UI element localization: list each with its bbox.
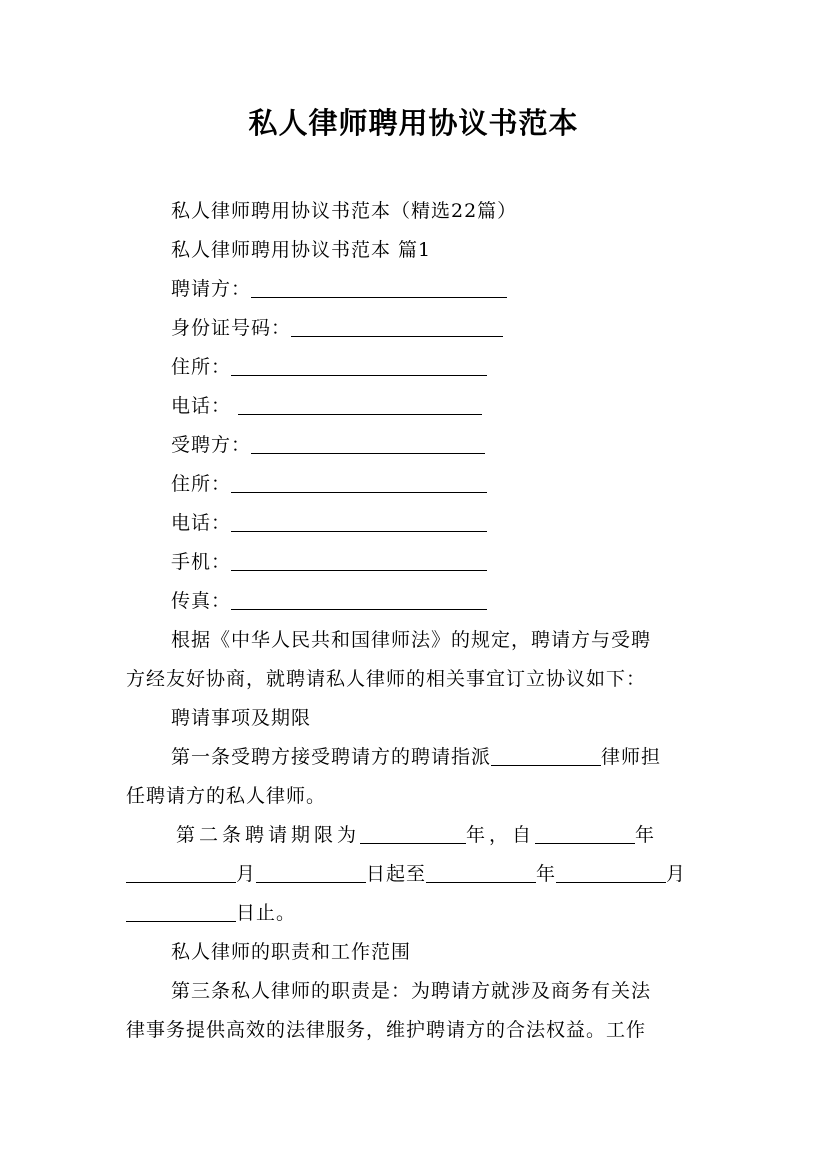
field-label: 聘请方： bbox=[171, 278, 252, 300]
blank-line bbox=[360, 823, 466, 844]
document-subtitle: 私人律师聘用协议书范本（精选22篇） bbox=[171, 200, 518, 222]
article-2-year-text-2: 年 bbox=[635, 824, 659, 846]
blank-line bbox=[231, 472, 487, 493]
article-1-line-1 bbox=[171, 743, 661, 771]
article-3-line-1: 第三条私人律师的职责是：为聘请方就涉及商务有关法 bbox=[171, 980, 652, 1002]
blank-line bbox=[238, 394, 482, 415]
intro-paragraph-line-2: 方经友好协商，就聘请私人律师的相关事宜订立协议如下： bbox=[126, 668, 647, 690]
article-1-line-2: 任聘请方的私人律师。 bbox=[126, 785, 327, 807]
article-2-end-text: 日止。 bbox=[236, 902, 297, 924]
blank-line bbox=[231, 550, 487, 571]
article-3-line-2: 律事务提供高效的法律服务，维护聘请方的合法权益。工作 bbox=[126, 1019, 647, 1041]
article-2-line-2 bbox=[126, 860, 686, 888]
article-2-day-text: 日起至 bbox=[366, 863, 427, 885]
field-label: 电话： bbox=[171, 512, 232, 534]
article-2-year-text-3: 年 bbox=[536, 863, 557, 885]
field-row-address-2 bbox=[171, 470, 487, 498]
section-heading: 私人律师聘用协议书范本 篇1 bbox=[171, 239, 432, 261]
blank-line bbox=[231, 589, 487, 610]
heading-duties: 私人律师的职责和工作范围 bbox=[171, 941, 412, 963]
field-row-fax bbox=[171, 587, 487, 615]
article-2-year-text: 年，自 bbox=[466, 824, 536, 846]
article-2-month-text: 月 bbox=[236, 863, 257, 885]
document-title: 私人律师聘用协议书范本 bbox=[248, 106, 579, 140]
field-row-address bbox=[171, 353, 487, 381]
field-row-hired-party bbox=[171, 431, 485, 459]
field-label: 传真： bbox=[171, 590, 232, 612]
field-row-phone-2 bbox=[171, 509, 487, 537]
heading-terms: 聘请事项及期限 bbox=[171, 707, 312, 729]
article-2-line-3 bbox=[126, 899, 296, 927]
field-row-hiring-party bbox=[171, 275, 507, 303]
article-2-line-1 bbox=[176, 821, 658, 849]
blank-line bbox=[535, 823, 635, 844]
blank-line bbox=[231, 511, 487, 532]
blank-line bbox=[126, 862, 236, 883]
article-2-month-text-2: 月 bbox=[666, 863, 687, 885]
blank-line bbox=[491, 745, 601, 766]
field-row-id-number bbox=[171, 314, 503, 342]
field-label: 受聘方： bbox=[171, 434, 252, 456]
field-label: 住所： bbox=[171, 473, 232, 495]
field-row-mobile bbox=[171, 548, 487, 576]
field-label: 手机： bbox=[171, 551, 232, 573]
article-1-text-end: 律师担 bbox=[601, 746, 662, 768]
blank-line bbox=[291, 316, 503, 337]
field-label: 电话： bbox=[171, 395, 239, 417]
field-label: 身份证号码： bbox=[171, 317, 292, 339]
blank-line bbox=[126, 901, 236, 922]
field-label: 住所： bbox=[171, 356, 232, 378]
intro-paragraph-line-1: 根据《中华人民共和国律师法》的规定，聘请方与受聘 bbox=[171, 629, 652, 651]
blank-line bbox=[251, 277, 507, 298]
blank-line bbox=[256, 862, 366, 883]
blank-line bbox=[231, 355, 487, 376]
field-row-phone bbox=[171, 392, 482, 420]
article-1-text: 第一条受聘方接受聘请方的聘请指派 bbox=[171, 746, 492, 768]
blank-line bbox=[251, 433, 485, 454]
blank-line bbox=[426, 862, 536, 883]
blank-line bbox=[556, 862, 666, 883]
article-2-text: 第二条聘请期限为 bbox=[176, 824, 361, 846]
